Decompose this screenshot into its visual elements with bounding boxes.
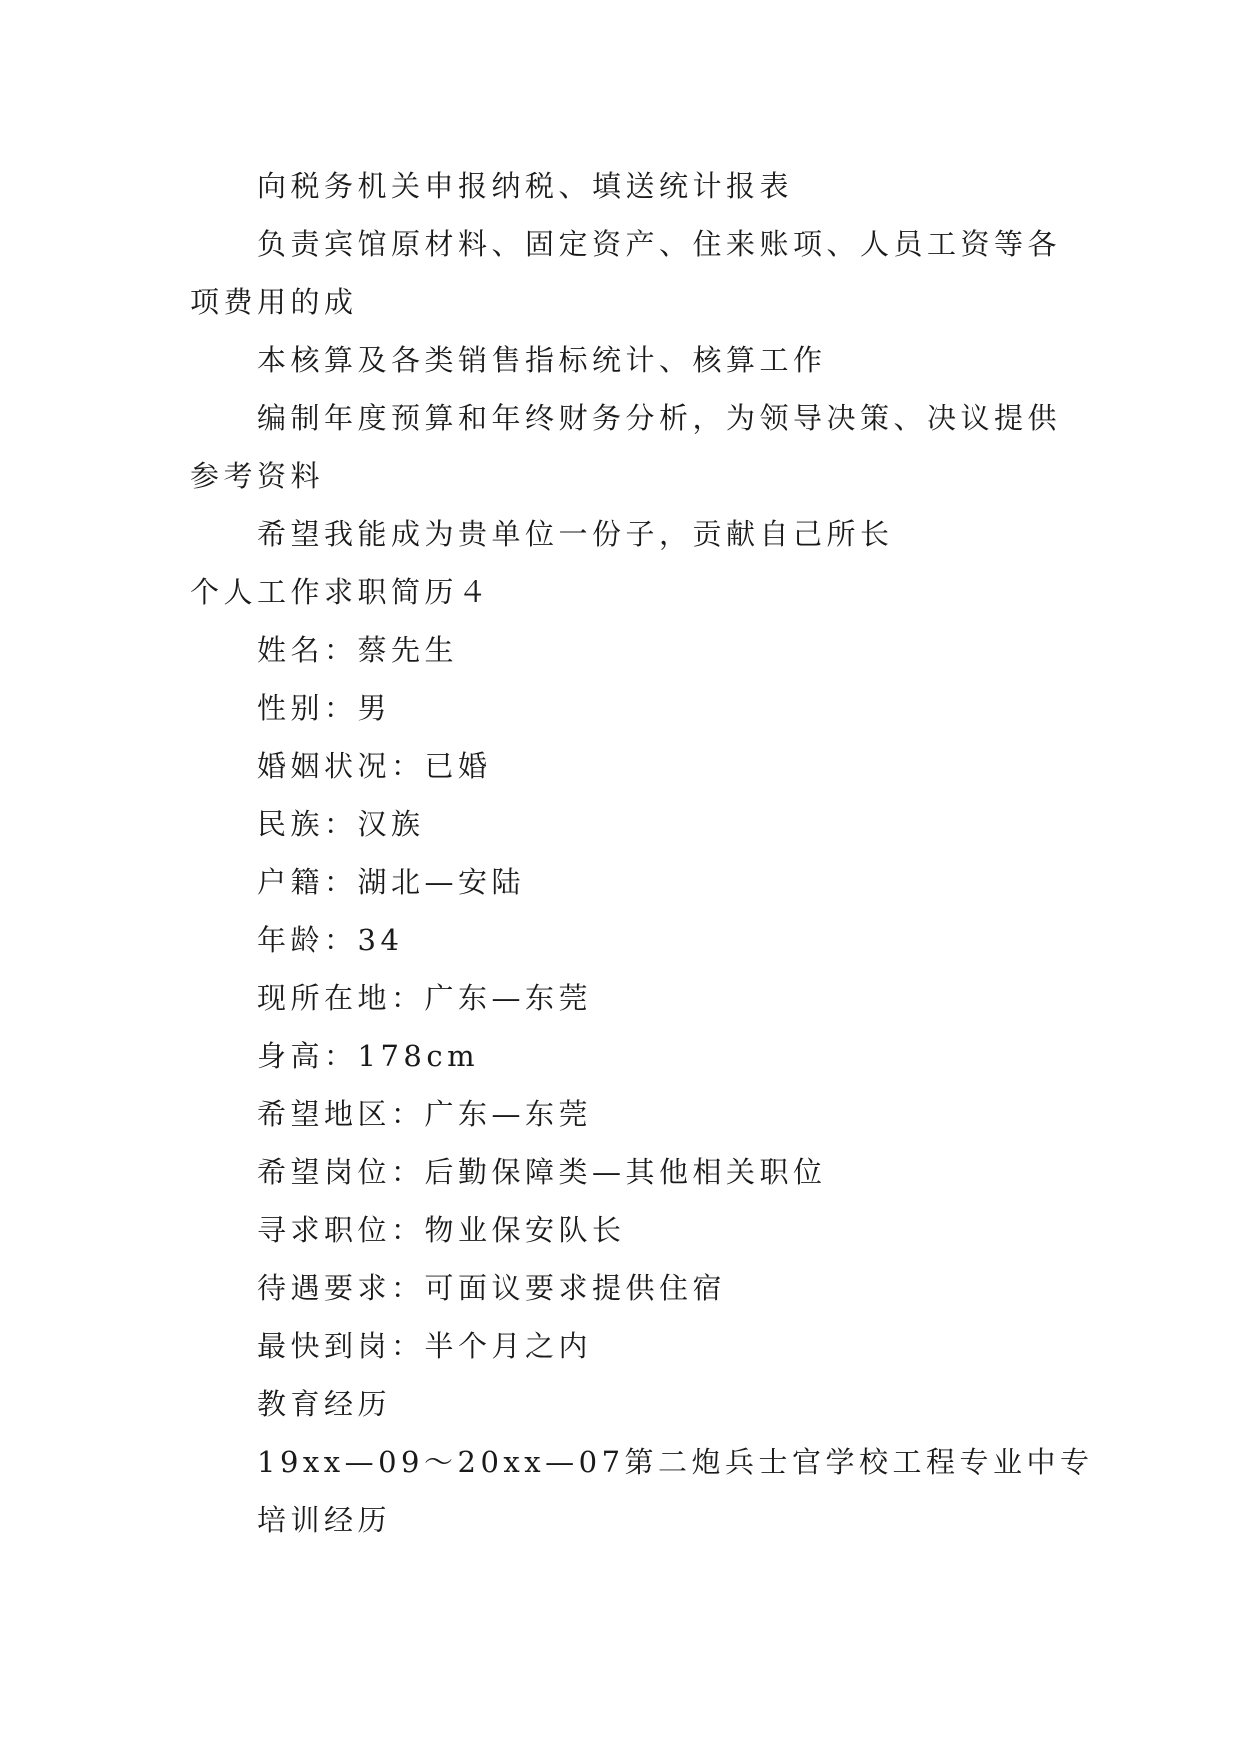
- education-heading: 教育经历: [257, 1387, 392, 1421]
- paragraph-line: 参考资料: [190, 459, 325, 493]
- field-hometown: 户籍：湖北—安陆: [257, 865, 526, 899]
- field-marital-status: 婚姻状况：已婚: [257, 749, 492, 783]
- section-heading: 个人工作求职简历４: [190, 575, 492, 609]
- education-entry: 19xx—09～20xx—07第二炮兵士官学校工程专业中专: [257, 1445, 1094, 1479]
- field-name: 姓名：蔡先生: [257, 633, 459, 667]
- paragraph-line: 本核算及各类销售指标统计、核算工作: [257, 343, 827, 377]
- paragraph-line: 负责宾馆原材料、固定资产、住来账项、人员工资等各: [257, 227, 1062, 261]
- field-gender: 性别：男: [257, 691, 392, 725]
- field-desired-post: 希望岗位：后勤保障类—其他相关职位: [257, 1155, 827, 1189]
- field-sought-position: 寻求职位：物业保安队长: [257, 1213, 626, 1247]
- field-salary-requirement: 待遇要求：可面议要求提供住宿: [257, 1271, 727, 1305]
- paragraph-line: 向税务机关申报纳税、填送统计报表: [257, 169, 794, 203]
- field-earliest-start: 最快到岗：半个月之内: [257, 1329, 593, 1363]
- field-current-location: 现所在地：广东—东莞: [257, 981, 593, 1015]
- paragraph-line: 项费用的成: [190, 285, 358, 319]
- field-ethnicity: 民族：汉族: [257, 807, 425, 841]
- field-desired-region: 希望地区：广东—东莞: [257, 1097, 593, 1131]
- paragraph-line: 编制年度预算和年终财务分析，为领导决策、决议提供: [257, 401, 1062, 435]
- field-age: 年龄：34: [257, 923, 404, 957]
- field-height: 身高：178cm: [257, 1039, 480, 1073]
- training-heading: 培训经历: [257, 1503, 392, 1537]
- paragraph-line: 希望我能成为贵单位一份子，贡献自己所长: [257, 517, 894, 551]
